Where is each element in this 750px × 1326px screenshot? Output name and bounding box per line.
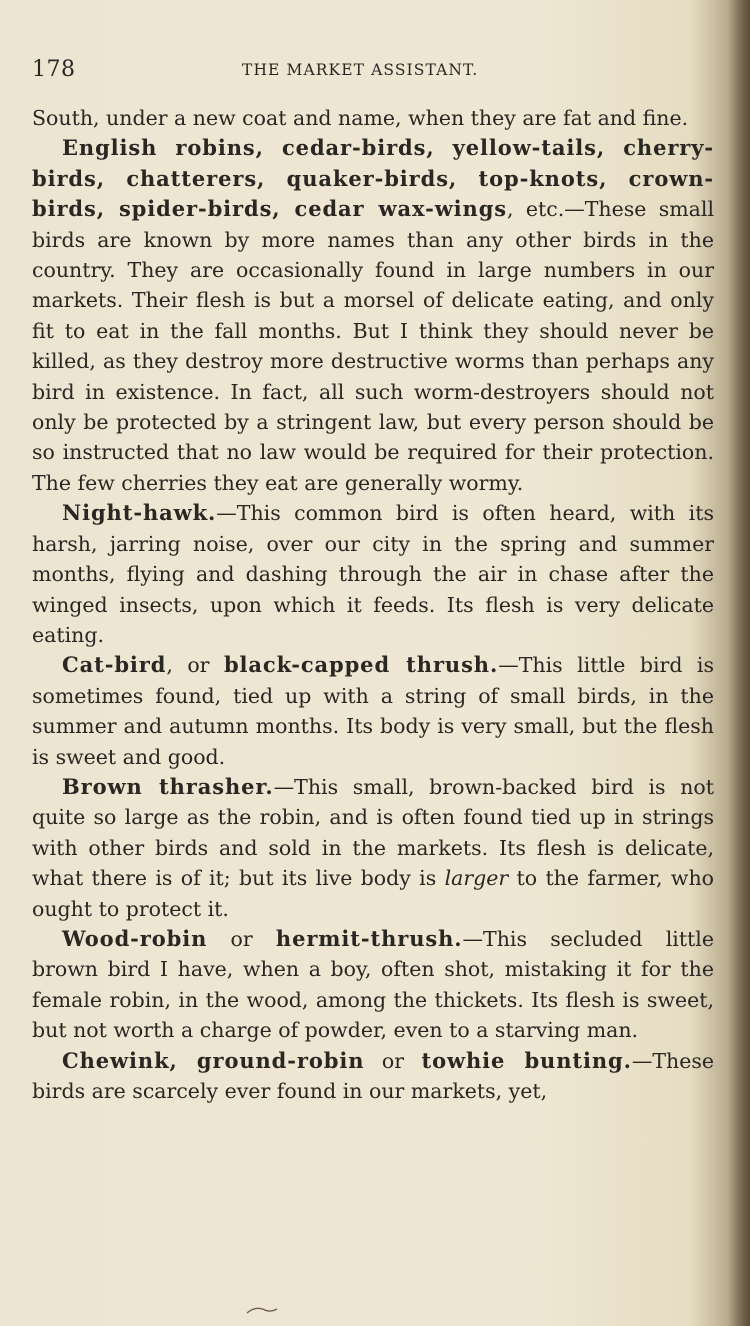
entry-italic-word: larger xyxy=(444,866,509,891)
paragraph-continuation xyxy=(32,103,714,133)
page-gutter-shadow xyxy=(728,0,750,1326)
page-number: 178 xyxy=(32,57,76,82)
entry-chewink xyxy=(32,1046,714,1107)
entry-text-after: to the farmer, who ought to protect it. xyxy=(32,866,714,921)
entry-term: Wood-robin xyxy=(62,925,208,951)
entry-connector: , or xyxy=(166,653,224,678)
entry-term-alt: black-capped thrush. xyxy=(223,652,499,678)
entry-term: Cat-bird xyxy=(62,652,167,678)
entry-text: , etc.—These small birds are known by more names than any other birds in the country. They are occasionally found in large numbers in our markets. Their flesh is but a morsel of delicate eating, and only fit to eat in the fall months. But I think they should never be killed, as they destroy more destructive worms than perhaps any bird in existence. In fact, all such worm-destroyers should not only be protected by a stringent law, but every person should be so instructed that no law would be required for their protection. The few cherries they eat are generally wormy. xyxy=(32,197,715,495)
entry-term: Chewink, ground-robin xyxy=(62,1047,365,1073)
running-head: THE MARKET ASSISTANT. xyxy=(242,61,479,79)
entry-term: Brown thrasher. xyxy=(62,773,274,799)
entry-connector: or xyxy=(364,1048,422,1073)
entry-night-hawk xyxy=(32,498,714,650)
paragraph-text: South, under a new coat and name, when they are fat and fine. xyxy=(32,106,689,130)
entry-cat-bird xyxy=(32,650,714,772)
entry-text: —This common bird is often heard, with its harsh, jarring noise, over our city in the spring and summer months, flying and dashing through the air in chase after the winged insects, upon which it feeds. Its flesh is very delicate eating. xyxy=(32,501,714,647)
entry-cedar-birds xyxy=(32,133,714,498)
entry-brown-thrasher xyxy=(32,772,714,924)
entry-text: —This little bird is sometimes found, tied up with a string of small birds, in the summer and autumn months. Its body is very small, but the flesh is sweet and good. xyxy=(32,653,714,769)
page-header xyxy=(32,57,712,87)
page-bottom-mark xyxy=(245,1305,279,1315)
entry-text: —This small, brown-backed bird is not quite so large as the robin, and is often found tied up in strings with other birds and sold in the markets. Its flesh is delicate, what there is of it; but its live body is xyxy=(32,774,715,891)
entry-term: Night-hawk. xyxy=(62,500,217,526)
entry-connector: or xyxy=(207,926,276,951)
entry-wood-robin xyxy=(32,924,714,1046)
entry-term-alt: towhie bunting. xyxy=(421,1047,632,1073)
entry-term-alt: hermit-thrush. xyxy=(275,925,463,951)
entry-text: —This secluded little brown bird I have, when a boy, often shot, mistaking it for the female robin, in the wood, among the thickets. Its flesh is sweet, but not worth a charge of powder, even to a starving man. xyxy=(32,926,714,1043)
body-text xyxy=(32,103,714,1106)
entry-text: —These birds are scarcely ever found in our markets, yet, xyxy=(32,1048,714,1103)
entry-term: English robins, cedar-birds, yellow-tails, cherry-birds, chatterers, quaker-birds, top-knots, crown-birds, spider-birds, cedar wax-wings xyxy=(32,135,714,222)
